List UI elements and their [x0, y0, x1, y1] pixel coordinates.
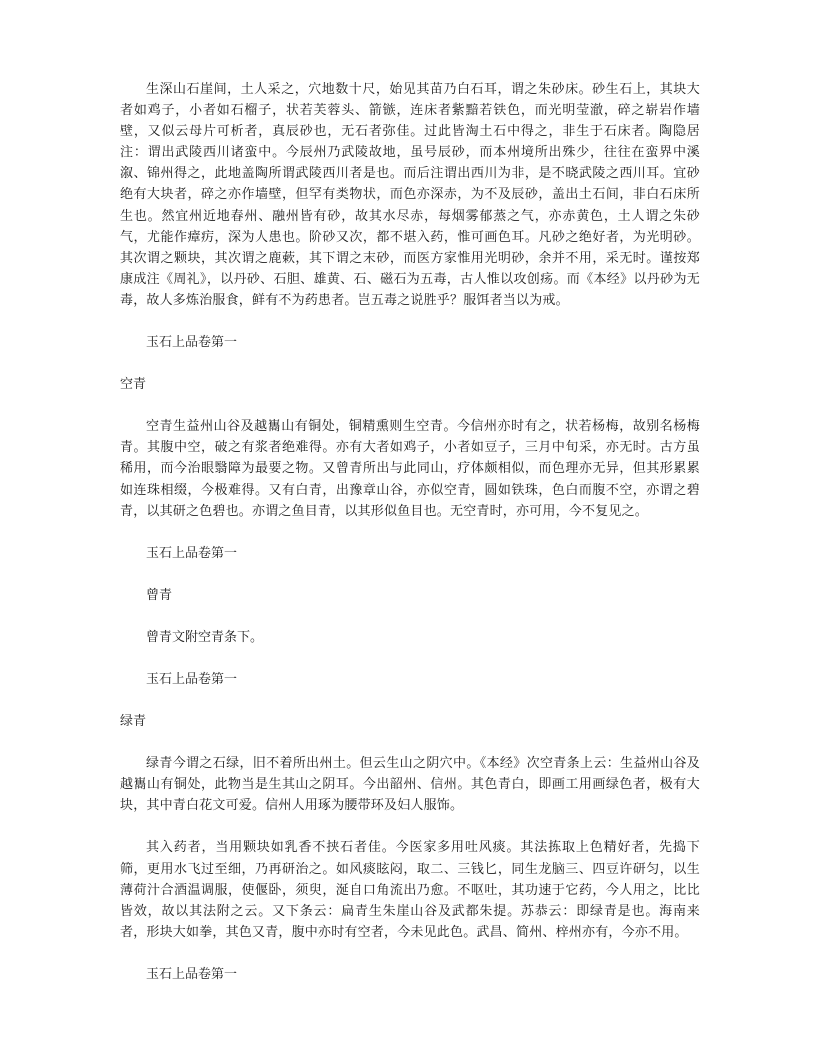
section-label: 玉石上品卷第一: [146, 671, 238, 687]
heading-kongqing: 空青: [120, 377, 147, 393]
section-label: 玉石上品卷第一: [146, 545, 238, 561]
document-page: [120, 79, 700, 985]
paragraph-cengqing: 曾青文附空青条下。: [146, 629, 264, 645]
section-label: 玉石上品卷第一: [146, 966, 238, 982]
section-label: 玉石上品卷第一: [146, 335, 238, 351]
heading-lvqing: 绿青: [120, 714, 147, 730]
paragraph-zhusha: 生深山石崖间，土人采之，穴地数十尺，始见其苗乃白石耳，谓之朱砂床。砂生石上，其块大者如鸡子，小者如石榴子，状若芙蓉头、箭镞，连床者紫黯若铁色，而光明莹澈，碎之崭岩作墙壁，又似云母片可析者，真辰砂也，无石者弥佳。过此皆淘土石中得之，非生于石床者。陶隐居注：谓出武陵西川诸蛮中。今辰州乃武陵故地，虽号辰砂，而本州境所出殊少，往往在蛮界中溪溆、锦州得之，此地盖陶所谓武陵西川者是也。而后注谓出西川为非，是不晓武陵之西川耳。宜砂绝有大块者，碎之亦作墙壁，但罕有类物状，而色亦深赤，为不及辰砂，盖出土石间，非白石床所生也。然宜州近地春州、融州皆有砂，故其水尽赤，每烟雾郁蒸之气，亦赤黄色，土人谓之朱砂气，尤能作瘴疠，深为人患也。阶砂又次，都不堪入药，惟可画色耳。凡砂之绝好者，为光明砂。其次谓之颗块，其次谓之鹿蔌，其下谓之末砂，而医方家惟用光明砂，余并不用，采无时。谨按郑康成注《周礼》，以丹砂、石胆、雄黄、石、磁石为五毒，古人惟以攻创疡。而《本经》以丹砂为无毒，故人多炼治服食，鲜有不为药患者。岂五毒之说胜乎？服饵者当以为戒。: [120, 82, 700, 308]
paragraph-kongqing: 空青生益州山谷及越巂山有铜处，铜精熏则生空青。今信州亦时有之，状若杨梅，故别名杨梅青。其腹中空，破之有浆者绝难得。亦有大者如鸡子，小者如豆子，三月中旬采，亦无时。古方虽稀用，而今治眼翳障为最要之物。又曾青所出与此同山，疗体颇相似，而色理亦无异，但其形累累如连珠相缀，今极难得。又有白青，出豫章山谷，亦似空青，圆如铁珠，色白而腹不空，亦谓之碧青，以其研之色碧也。亦谓之鱼目青，以其形似鱼目也。无空青时，亦可用，今不复见之。: [120, 419, 700, 519]
heading-cengqing: 曾青: [146, 587, 173, 603]
paragraph-lvqing: 绿青今谓之石绿，旧不着所出州土。但云生山之阴穴中。《本经》次空青条上云：生益州山谷及越巂山有铜处，此物当是生其山之阴耳。今出韶州、信州。其色青白，即画工用画绿色者，极有大块，其中青白花文可爱。信州人用琢为腰带环及妇人服饰。: [120, 756, 700, 814]
paragraph-lvqing-usage: 其入药者，当用颗块如乳香不挟石者佳。今医家多用吐风痰。其法拣取上色精好者，先捣下筛，更用水飞过至细，乃再研治之。如风痰眩闷，取二、三钱匕，同生龙脑三、四豆许研匀，以生薄荷汁合酒温调服，使偃卧，须臾，涎自口角流出乃愈。不呕吐，其功速于它药，今人用之，比比皆效，故以其法附之云。又下条云：扁青生朱崖山谷及武都朱提。苏恭云：即绿青是也。海南来者，形块大如拳，其色又青，腹中亦时有空者，今未见此色。武昌、简州、梓州亦有，今亦不用。: [120, 840, 700, 940]
